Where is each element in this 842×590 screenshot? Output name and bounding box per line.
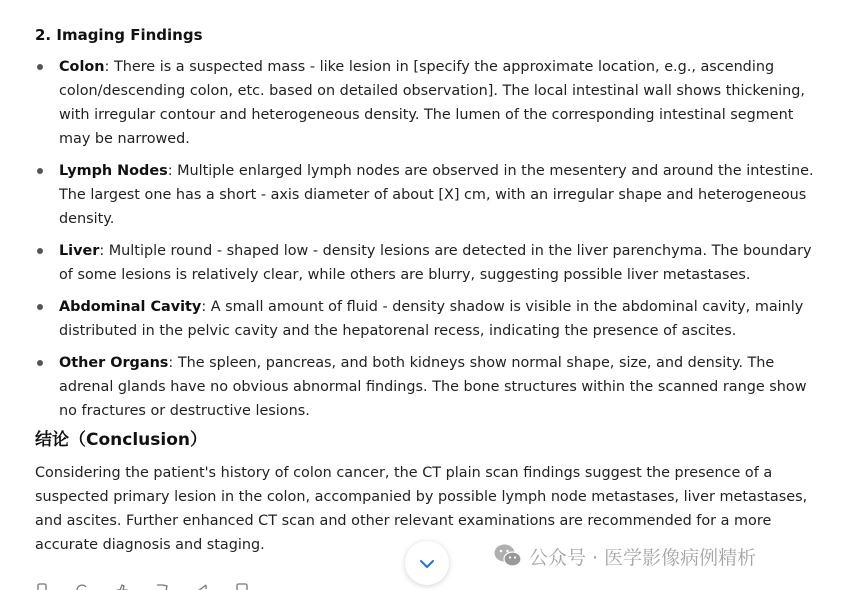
list-item xyxy=(0,295,842,343)
bullet-icon xyxy=(37,304,43,310)
chevron-down-icon xyxy=(419,554,435,573)
list-item xyxy=(0,351,842,423)
finding-text: : Multiple enlarged lymph nodes are observed in the mesentery and around the intestine. The largest one has a short - axis diameter of about [X] cm, with an irregular shape and heterogeneous density. xyxy=(59,163,814,227)
refresh-icon[interactable] xyxy=(75,583,89,590)
section-title: 2. Imaging Findings xyxy=(35,26,203,44)
finding-text: : Multiple round - shaped low - density lesions are detected in the liver parenchyma. The boundary of some lesions is relatively clear, while others are blurry, suggesting possible liver metastases. xyxy=(59,243,812,283)
finding-term: Colon xyxy=(59,59,105,75)
thumbs-up-icon[interactable] xyxy=(115,583,129,590)
thumbs-down-icon[interactable] xyxy=(155,583,169,590)
list-item xyxy=(0,55,842,151)
finding-term: Lymph Nodes xyxy=(59,163,168,179)
scroll-to-bottom-button[interactable] xyxy=(405,541,449,585)
finding-text: : The spleen, pancreas, and both kidneys show normal shape, size, and density. The adrenal glands have no obvious abnormal findings. The bone structures within the scanned range show no fractures or destructive lesions. xyxy=(59,355,807,419)
bullet-icon xyxy=(37,360,43,366)
conclusion-paragraph: Considering the patient's history of colon cancer, the CT plain scan findings suggest the presence of a suspected primary lesion in the colon, accompanied by possible lymph node metastases, liver metastases, and ascites. Further enhanced CT scan and other relevant examinations are recommended for a more accurate diagnosis and staging. xyxy=(35,465,808,553)
more-icon[interactable] xyxy=(235,583,249,590)
bullet-icon xyxy=(37,248,43,254)
list-item xyxy=(0,239,842,287)
watermark-text: 公众号 · 医学影像病例精析 xyxy=(529,546,757,569)
bullet-icon xyxy=(37,64,43,70)
wechat-icon xyxy=(493,543,523,569)
conclusion-title: 结论（Conclusion） xyxy=(35,430,207,450)
copy-icon[interactable] xyxy=(35,583,49,590)
share-icon[interactable] xyxy=(195,583,209,590)
finding-term: Abdominal Cavity xyxy=(59,299,202,315)
imaging-findings-list xyxy=(0,55,842,431)
finding-text: : A small amount of fluid - density shadow is visible in the abdominal cavity, mainly distributed in the pelvic cavity and the hepatorenal recess, indicating the presence of ascites. xyxy=(59,299,804,339)
list-item xyxy=(0,159,842,231)
response-toolbar xyxy=(35,583,249,590)
bullet-icon xyxy=(37,168,43,174)
finding-term: Liver xyxy=(59,243,100,259)
watermark xyxy=(493,542,756,570)
finding-text: : There is a suspected mass - like lesion in [specify the approximate location, e.g., ascending colon/descending colon, etc. based on detailed observation]. The local intestinal wall shows thickening, with irregular contour and heterogeneous density. The lumen of the corresponding intestinal segment may be narrowed. xyxy=(59,59,805,147)
finding-term: Other Organs xyxy=(59,355,169,371)
